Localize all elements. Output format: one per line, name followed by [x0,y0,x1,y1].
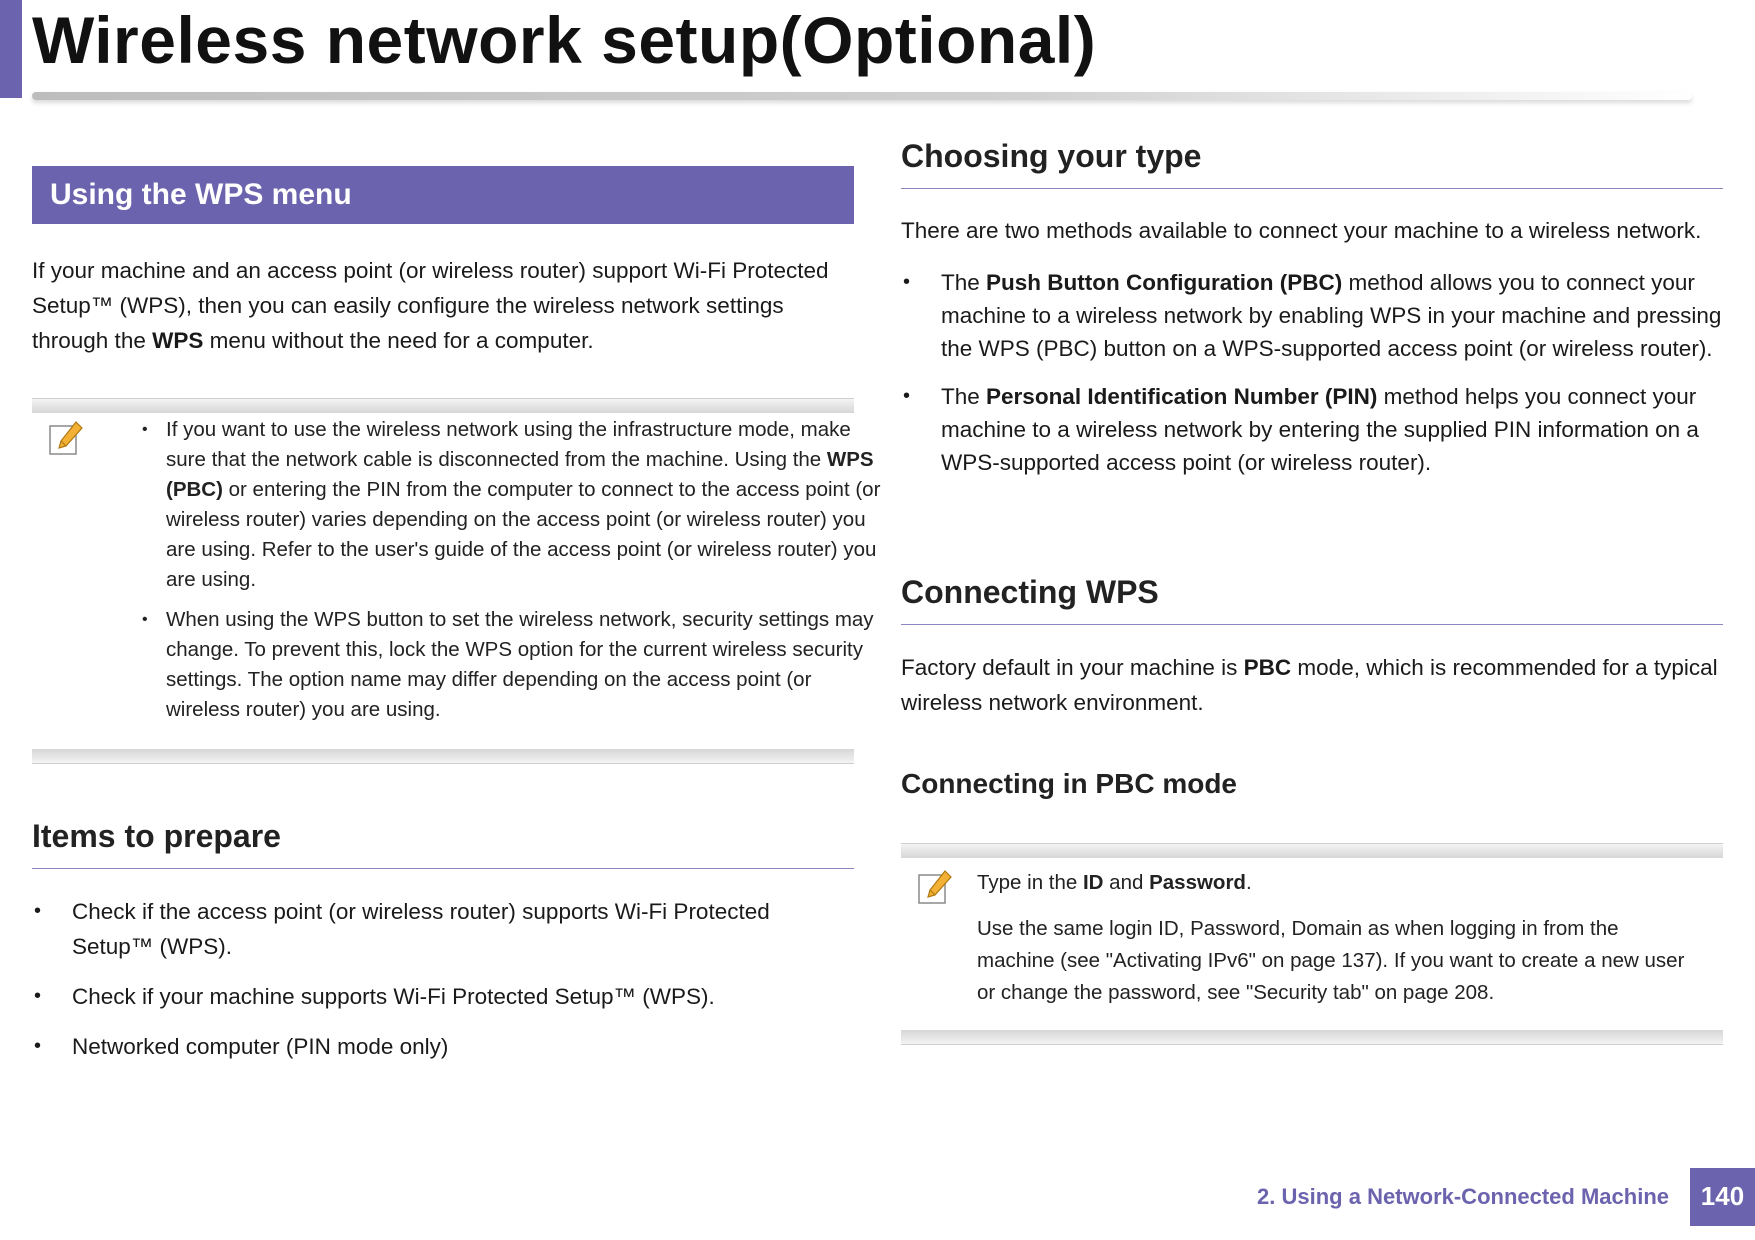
note-bullet-1 [138,415,882,595]
intro-bold-wps: WPS [152,328,204,353]
note-box-left [32,398,881,764]
list-item: • Check if your machine supports Wi-Fi Protected Setup™ (WPS). [32,979,792,1014]
note-l1-text-2: and [1103,871,1150,894]
note-pencil-icon [915,867,955,907]
note-line-1 [977,867,1697,899]
heading-connecting-wps: Connecting WPS [901,574,1159,610]
intro-paragraph [32,253,854,358]
note-bottom-bar [901,1030,1723,1045]
note-b1-text-1: If you want to use the wireless network using the infrastructure mode, make sure that the network cable is disconnected from the machine. Using the [166,418,851,471]
heading-rule [901,188,1723,189]
note-b1-bold: WPS (PBC) [166,448,874,501]
title-accent-bar [0,0,22,98]
intro-text-1: If your machine and an access point (or wireless router) support Wi-Fi Protected Setup™ (WPS), then you can easily configure the wireless network settings through the [32,258,829,353]
connecting-paragraph [901,650,1723,720]
method1-text-1: The [941,270,987,295]
heading-rule [901,624,1723,625]
page-title: Wireless network setup(Optional) [32,3,1097,77]
section-band-title: Using the WPS menu [50,178,352,211]
connecting-bold-pbc: PBC [1243,655,1292,680]
methods-list [901,266,1723,494]
connecting-text-2: mode, which is recommended for a typical wireless network environment. [901,655,1718,715]
title-underline [32,92,1692,100]
note-box-right [901,843,1723,1045]
connecting-text-1: Factory default in your machine is [901,655,1244,680]
method1-bold: Push Button Configuration (PBC) [986,270,1343,295]
note-l1-bold-id: ID [1082,871,1104,894]
heading-rule [32,868,854,869]
note-b1-text-2: or entering the PIN from the computer to connect to the access point (or wireless router) varies depending on the access point (or wireless router) you are using. Refer to the user's guide of the access point (or wireless router) you are using. [166,478,881,591]
list-item: • Networked computer (PIN mode only) [32,1029,792,1064]
heading-items-to-prepare: Items to prepare [32,818,281,854]
list-item-pbc [901,266,1723,365]
list-item: • Check if the access point (or wireless router) supports Wi-Fi Protected Setup™ (WPS). [32,894,792,964]
items-list [32,894,792,1079]
method1-text-2: method allows you to connect your machine to a wireless network by enabling WPS in your machine and pressing the WPS (PBC) button on a WPS-supported access point (or wireless router). [941,270,1722,361]
page-number-badge: 140 [1690,1168,1755,1226]
note-l1-bold-password: Password [1149,871,1246,894]
list-item-pin [901,380,1723,479]
note-text-right [977,867,1697,1023]
note-bottom-bar [32,749,854,764]
method2-bold: Personal Identification Number (PIN) [986,384,1378,409]
note-text-left [138,415,882,735]
note-pencil-icon [46,418,86,458]
note-l1-text-1: Type in the [977,871,1083,894]
choosing-intro: There are two methods available to connect your machine to a wireless network. [901,218,1702,243]
intro-text-2: menu without the need for a computer. [203,328,594,353]
note-top-bar [32,398,854,413]
heading-connecting-pbc-mode: Connecting in PBC mode [901,768,1237,799]
method2-text-2: method helps you connect your machine to a wireless network by entering the supplied PIN information on a WPS-supported access point (or wireless router). [941,384,1699,475]
note-l1-text-3: . [1245,871,1252,894]
heading-choosing-your-type: Choosing your type [901,138,1202,174]
section-band-using-wps-menu [32,166,854,224]
note-bullet-2: • When using the WPS button to set the wireless network, security settings may change. To prevent this, lock the WPS option for the current wireless security settings. The option name may differ depending on the access point (or wireless router) you are using. [138,605,882,725]
note-line-2: Use the same login ID, Password, Domain as when logging in from the machine (see "Activating IPv6" on page 137). If you want to create a new user or change the password, see "Security tab" on page 208. [977,917,1685,1004]
note-top-bar [901,843,1723,858]
footer-chapter: 2. Using a Network-Connected Machine [1257,1184,1669,1209]
method2-text-1: The [941,384,987,409]
